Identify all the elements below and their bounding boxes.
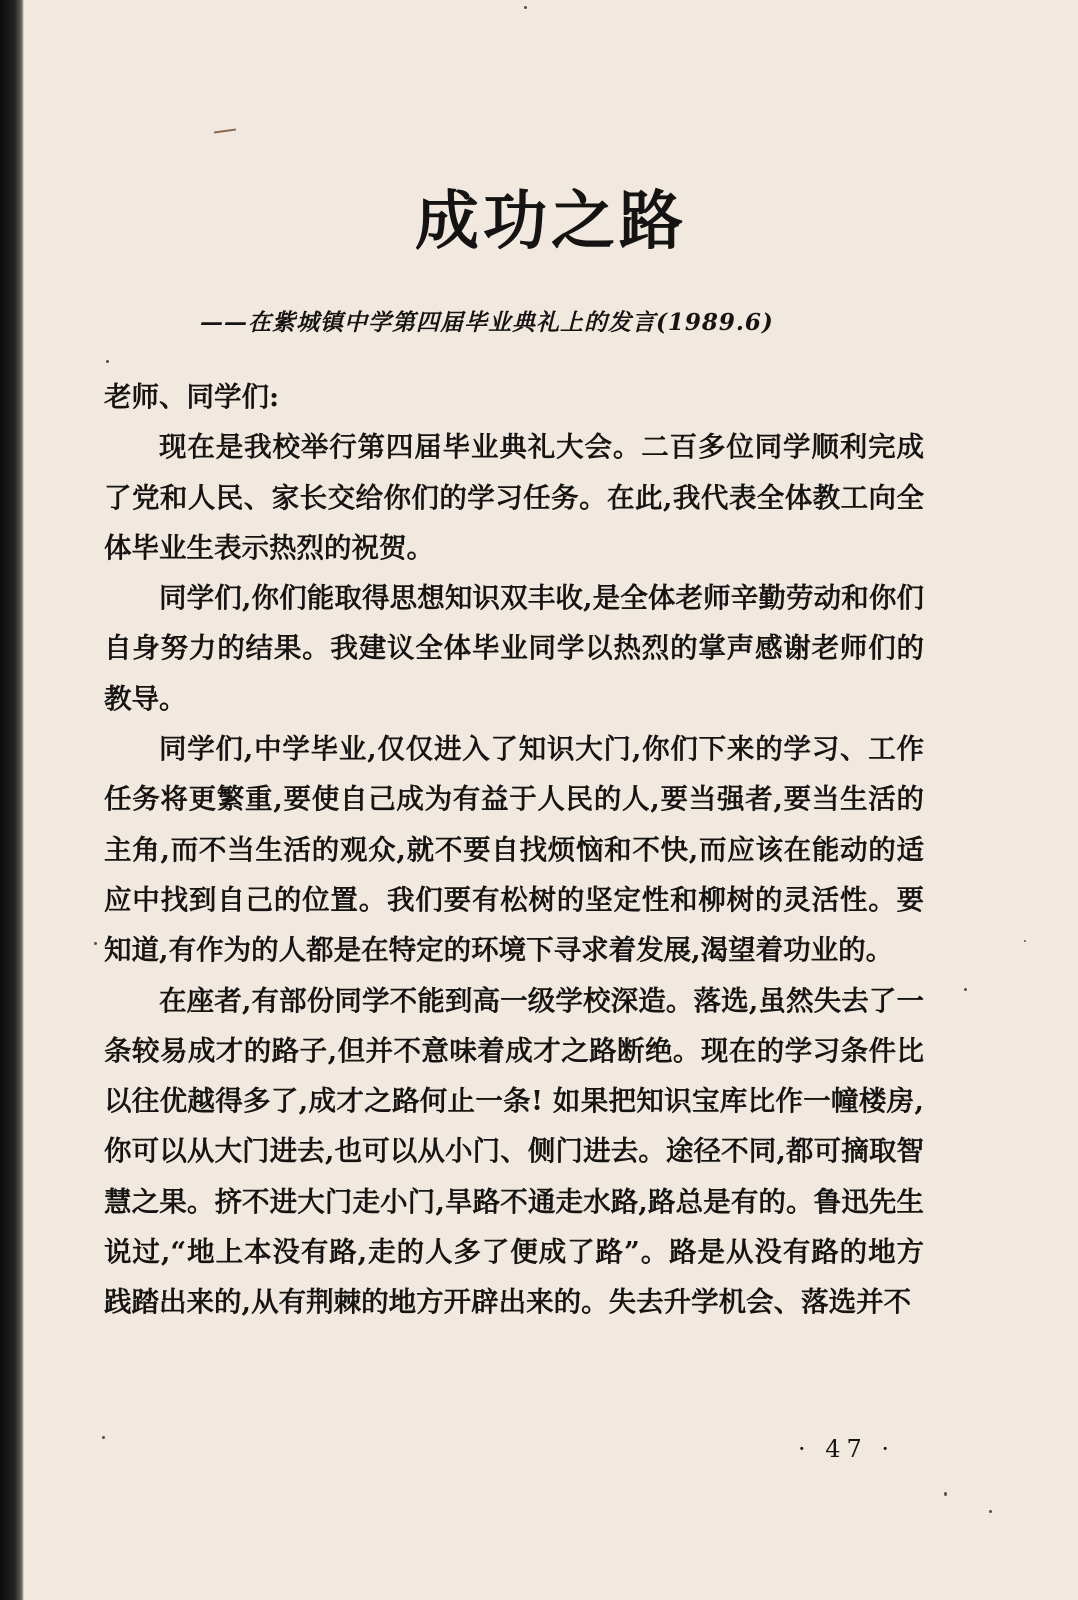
speech-body <box>104 372 924 1328</box>
scan-speck <box>989 1510 992 1513</box>
page-title: 成功之路 <box>415 184 687 259</box>
scan-speck <box>1024 940 1026 942</box>
paragraph-3: 同学们,中学毕业,仅仅进入了知识大门,你们下来的学习、工作任务将更繁重,要使自己成为有益于人民的人,要当强者,要当生活的主角,而不当生活的观众,就不要自找烦恼和不快,而应该在能动的适应中找到自己的位置。我们要有松树的坚定性和柳树的灵活性。要知道,有作为的人都是在特定的环境下寻求着发展,渴望着功业的。 <box>104 733 924 967</box>
speech-subtitle: ——在紫城镇中学第四届毕业典礼上的发言(1989.6) <box>200 309 774 336</box>
scan-speck <box>944 1492 947 1496</box>
scan-speck <box>106 360 109 363</box>
scan-mark <box>214 128 236 133</box>
scan-speck <box>94 942 97 945</box>
scan-speck <box>102 1436 105 1439</box>
page-number: · 47 · <box>798 1435 896 1463</box>
scan-speck <box>524 6 527 9</box>
paragraph-1: 现在是我校举行第四届毕业典礼大会。二百多位同学顺利完成了党和人民、家长交给你们的学习任务。在此,我代表全体教工向全体毕业生表示热烈的祝贺。 <box>104 431 924 564</box>
book-page <box>24 0 1078 1600</box>
paragraph-2: 同学们,你们能取得思想知识双丰收,是全体老师辛勤劳动和你们自身努力的结果。我建议全体毕业同学以热烈的掌声感谢老师们的教导。 <box>104 582 924 715</box>
book-spine-shadow <box>0 0 24 1600</box>
salutation: 老师、同学们: <box>104 381 280 413</box>
paragraph-4: 在座者,有部份同学不能到高一级学校深造。落选,虽然失去了一条较易成才的路子,但并不意味着成才之路断绝。现在的学习条件比以往优越得多了,成才之路何止一条! 如果把知识宝库比作一幢楼房,你可以从大门进去,也可以从小门、侧门进去。途径不同,都可摘取智慧之果。挤不进大门走小门,旱路不通走水路,路总是有的。鲁迅先生说过,“地上本没有路,走的人多了便成了路”。路是从没有路的地方践踏出来的,从有荆棘的地方开辟出来的。失去升学机会、落选并不 <box>104 984 924 1319</box>
scan-speck <box>964 988 967 991</box>
